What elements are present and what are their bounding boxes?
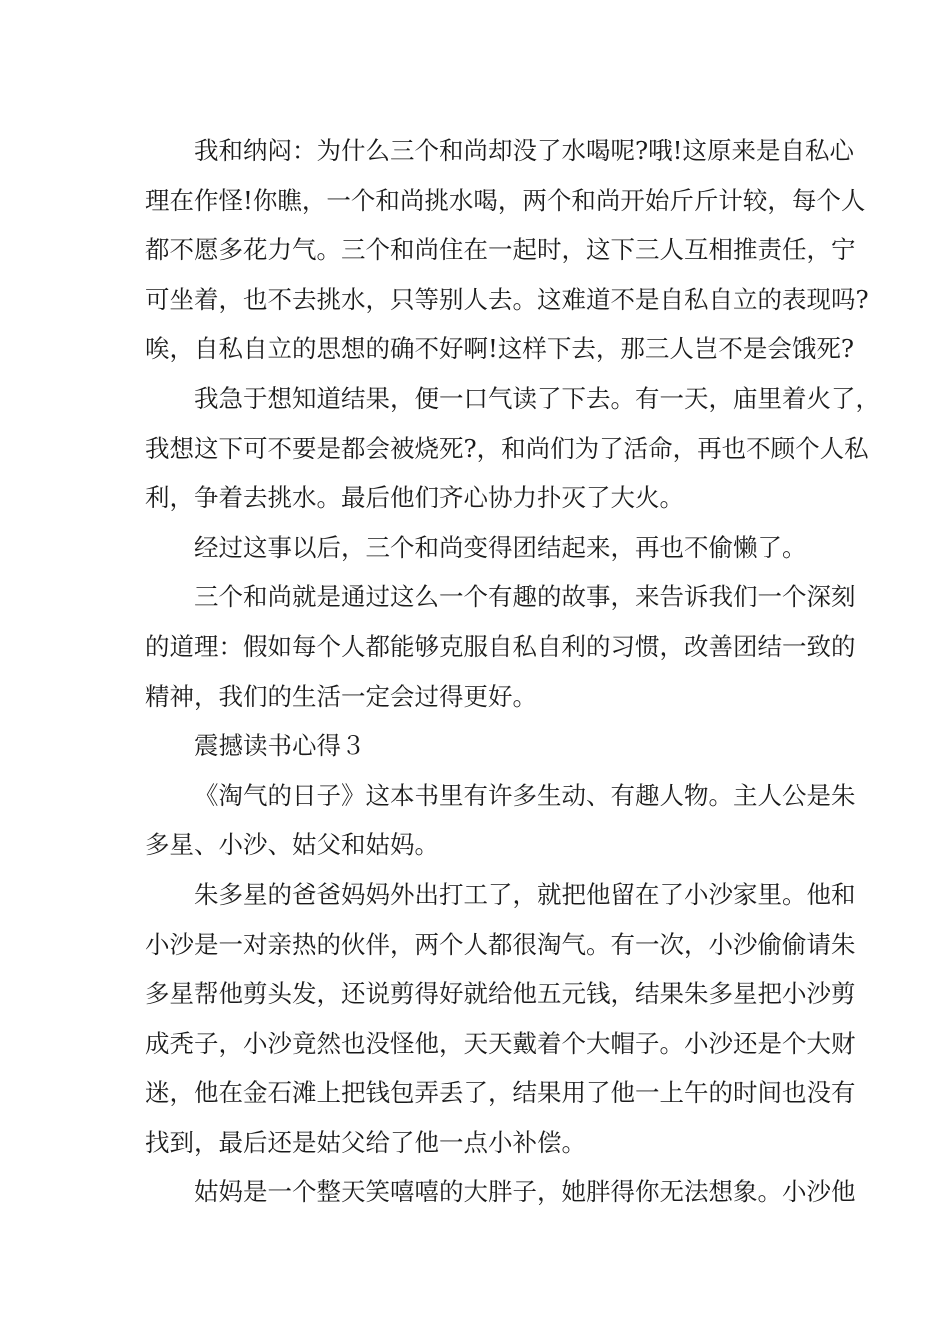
- text-line: 姑妈是一个整天笑嘻嘻的大胖子，她胖得你无法想象。小沙他: [194, 1177, 856, 1207]
- text-line: 的道理：假如每个人都能够克服自私自利的习惯，改善团结一致的: [145, 631, 856, 661]
- text-line: 小沙是一对亲热的伙伴，两个人都很淘气。有一次，小沙偷偷请朱: [145, 929, 856, 959]
- text-line: 朱多星的爸爸妈妈外出打工了，就把他留在了小沙家里。他和: [194, 879, 856, 909]
- text-line: 我急于想知道结果，便一口气读了下去。有一天，庙里着火了，: [194, 383, 880, 413]
- text-line: 我想这下可不要是都会被烧死?，和尚们为了活命，再也不顾个人私: [145, 433, 869, 463]
- text-line: 可坐着，也不去挑水，只等别人去。这难道不是自私自立的表现吗?: [145, 284, 869, 314]
- paragraph: [145, 572, 856, 721]
- text-line: 唉，自私自立的思想的确不好啊!这样下去，那三人岂不是会饿死?: [145, 334, 854, 364]
- text-line: 理在作怪!你瞧，一个和尚挑水喝，两个和尚开始斤斤计较，每个人: [145, 185, 866, 215]
- text-line: 多星、小沙、姑父和姑妈。: [145, 830, 439, 860]
- text-line: 找到，最后还是姑父给了他一点小补偿。: [145, 1127, 586, 1157]
- text-line: 经过这事以后，三个和尚变得团结起来，再也不偷懒了。: [194, 532, 807, 562]
- text-line: 我和纳闷：为什么三个和尚却没了水喝呢?哦!这原来是自私心: [194, 136, 854, 165]
- text-line: 多星帮他剪头发，还说剪得好就给他五元钱，结果朱多星把小沙剪: [145, 979, 856, 1009]
- text-line: 精神，我们的生活一定会过得更好。: [145, 681, 537, 711]
- paragraph: [145, 523, 810, 573]
- text-line: 成秃子，小沙竟然也没怪他，天天戴着个大帽子。小沙还是个大财: [145, 1028, 856, 1058]
- text-line: 《淘气的日子》这本书里有许多生动、有趣人物。主人公是朱: [194, 780, 856, 810]
- document-body: [145, 126, 880, 1217]
- paragraph: [145, 870, 856, 1168]
- paragraph: [145, 374, 880, 523]
- paragraph: [145, 126, 869, 374]
- paragraph: [145, 1167, 856, 1217]
- text-line: 三个和尚就是通过这么一个有趣的故事，来告诉我们一个深刻: [194, 582, 856, 612]
- text-line: 迷，他在金石滩上把钱包弄丢了，结果用了他一上午的时间也没有: [145, 1078, 856, 1108]
- paragraph: [145, 771, 856, 870]
- section-heading: [145, 721, 810, 771]
- heading-text: 震撼读书心得３: [194, 731, 366, 761]
- text-line: 都不愿多花力气。三个和尚住在一起时，这下三人互相推责任，宁: [145, 235, 856, 265]
- text-line: 利，争着去挑水。最后他们齐心协力扑灭了大火。: [145, 483, 684, 513]
